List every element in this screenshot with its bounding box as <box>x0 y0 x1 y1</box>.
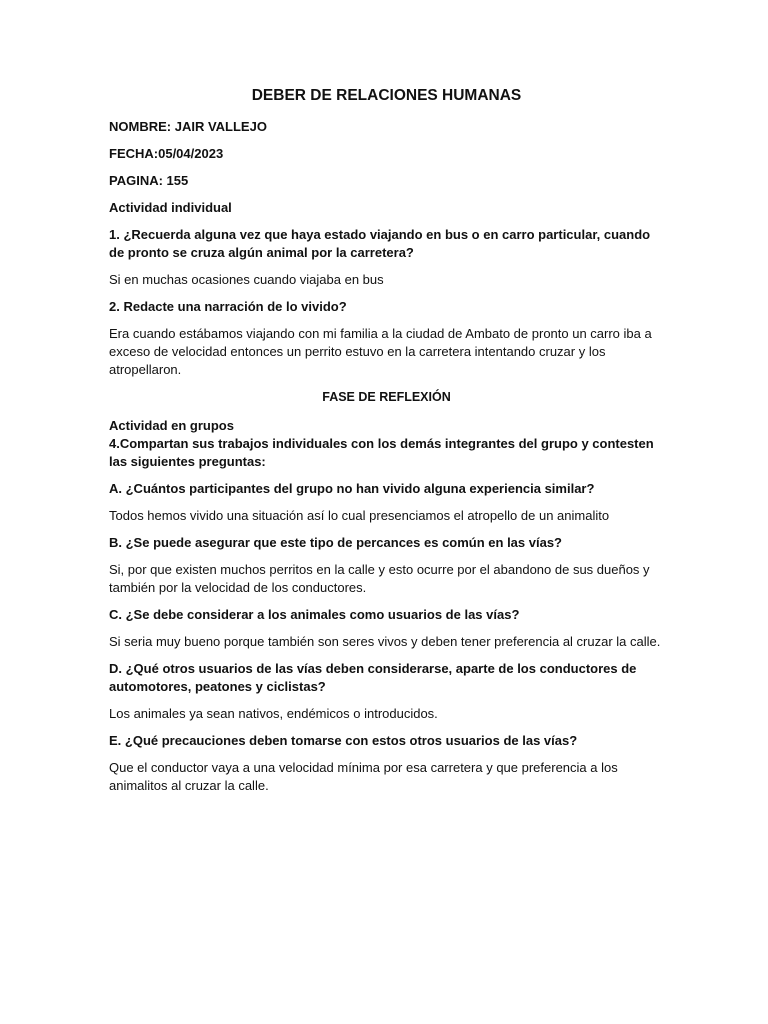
question-2: 2. Redacte una narración de lo vivido? <box>109 299 347 314</box>
date-line: FECHA:05/04/2023 <box>109 146 224 161</box>
page-number-line: PAGINA: 155 <box>109 173 189 188</box>
answer-d: Los animales ya sean nativos, endémicos o introducidos. <box>109 706 438 721</box>
answer-1: Si en muchas ocasiones cuando viajaba en bus <box>109 272 384 287</box>
answer-2: Era cuando estábamos viajando con mi familia a la ciudad de Ambato de pronto un carro iba a exceso de velocidad entonces un perrito estuvo en la carretera intentando cruzar y los atropellaron. <box>109 326 652 377</box>
reflection-heading: FASE DE REFLEXIÓN <box>322 390 451 404</box>
student-name: NOMBRE: JAIR VALLEJO <box>109 119 267 134</box>
individual-activity-heading: Actividad individual <box>109 200 232 215</box>
answer-b: Si, por que existen muchos perritos en la calle y esto ocurre por el abandono de sus dueños y también por la velocidad de los conductores. <box>109 562 650 595</box>
question-a: A. ¿Cuántos participantes del grupo no han vivido alguna experiencia similar? <box>109 481 595 496</box>
question-e: E. ¿Qué precauciones deben tomarse con estos otros usuarios de las vías? <box>109 733 578 748</box>
question-1: 1. ¿Recuerda alguna vez que haya estado viajando en bus o en carro particular, cuando de pronto se cruza algún animal por la carretera? <box>109 227 651 260</box>
question-d: D. ¿Qué otros usuarios de las vías deben considerarse, aparte de los conductores de automotores, peatones y ciclistas? <box>109 661 637 694</box>
question-c: C. ¿Se debe considerar a los animales como usuarios de las vías? <box>109 607 520 622</box>
answer-a: Todos hemos vivido una situación así lo cual presenciamos el atropello de un animalito <box>109 508 610 523</box>
question-4: 4.Compartan sus trabajos individuales con los demás integrantes del grupo y contesten las siguientes preguntas: <box>109 436 654 469</box>
document-title: DEBER DE RELACIONES HUMANAS <box>251 87 522 104</box>
group-activity-heading: Actividad en grupos <box>109 418 234 433</box>
question-b: B. ¿Se puede asegurar que este tipo de percances es común en las vías? <box>109 535 563 550</box>
answer-e: Que el conductor vaya a una velocidad mínima por esa carretera y que preferencia a los animalitos al cruzar la calle. <box>109 760 618 793</box>
document-body <box>109 86 664 804</box>
answer-c: Si seria muy bueno porque también son seres vivos y deben tener preferencia al cruzar la calle. <box>109 634 661 649</box>
